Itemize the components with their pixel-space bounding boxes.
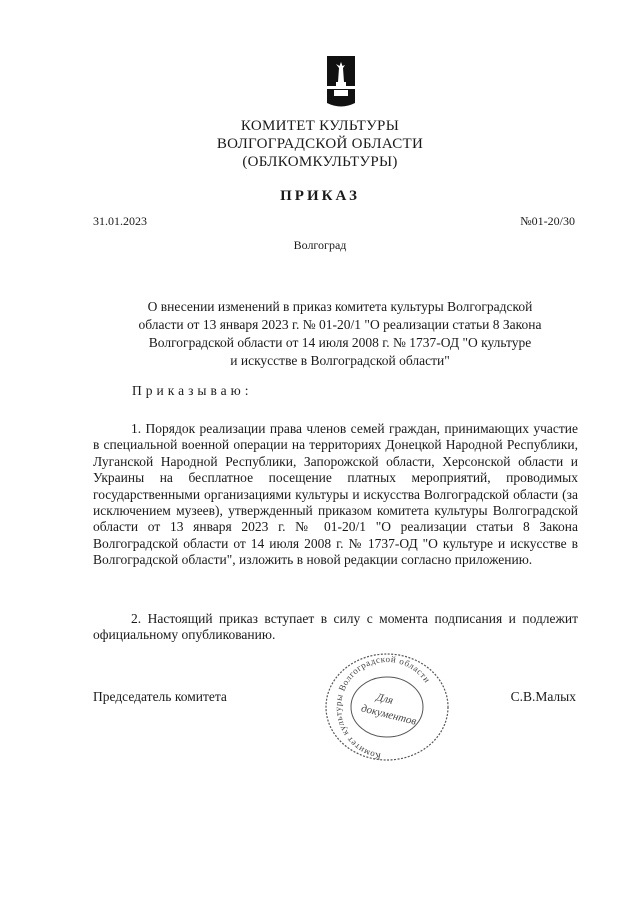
svg-text:Комитет культуры Волгоградской: Комитет культуры Волгоградской области — [332, 653, 433, 762]
svg-text:Для: Для — [375, 691, 395, 707]
coat-of-arms-emblem — [327, 56, 355, 108]
signatory-name: С.В.Малых — [510, 689, 576, 704]
official-stamp — [322, 650, 452, 762]
org-name-line-3: (ОБЛКОМКУЛЬТУРЫ) — [242, 154, 398, 170]
subject-line: Волгоградской области от 14 июля 2008 г. № 1737-ОД "О культуре — [148, 335, 532, 350]
document-subject — [110, 298, 570, 370]
paragraph-2: 2. Настоящий приказ вступает в силу с момента подписания и подлежит официальному опубликованию. — [93, 611, 578, 643]
org-name-line-1: КОМИТЕТ КУЛЬТУРЫ — [240, 118, 400, 134]
subject-line: и искусстве в Волгоградской области" — [230, 353, 450, 368]
city: Волгоград — [293, 238, 347, 252]
paragraph-1: 1. Порядок реализации права членов семей граждан, принимающих участие в специальной военной операции на территориях Донецкой Народной Республики, Луганской Народной Республики, Запорожской области, Херсонской области и Украины на бесплатное посещение платных мероприятий, проводимых государственными организациями культуры и искусства Волгоградской области (за исключением музеев), утвержденный приказом комитета культуры Волгоградской области от 13 января 2023 г. № 01-20/1 "О реализации статьи 8 Закона Волгоградской области от 14 июля 2008 г. № 1737-ОД "О культуре и искусстве в Волгоградской области", изложить в новой редакции согласно приложению. — [93, 421, 578, 568]
document-number: №01-20/30 — [520, 214, 575, 228]
signatory-position: Председатель комитета — [93, 689, 227, 704]
subject-line: области от 13 января 2023 г. № 01-20/1 "О реализации статьи 8 Закона — [138, 317, 542, 332]
svg-text:документов: документов — [359, 702, 418, 728]
subject-line: О внесении изменений в приказ комитета культуры Волгоградской — [147, 299, 533, 314]
org-name-line-2: ВОЛГОГРАДСКОЙ ОБЛАСТИ — [216, 136, 424, 152]
document-type: ПРИКАЗ — [280, 188, 360, 204]
document-date: 31.01.2023 — [93, 214, 147, 228]
order-word: Приказываю: — [132, 383, 253, 398]
